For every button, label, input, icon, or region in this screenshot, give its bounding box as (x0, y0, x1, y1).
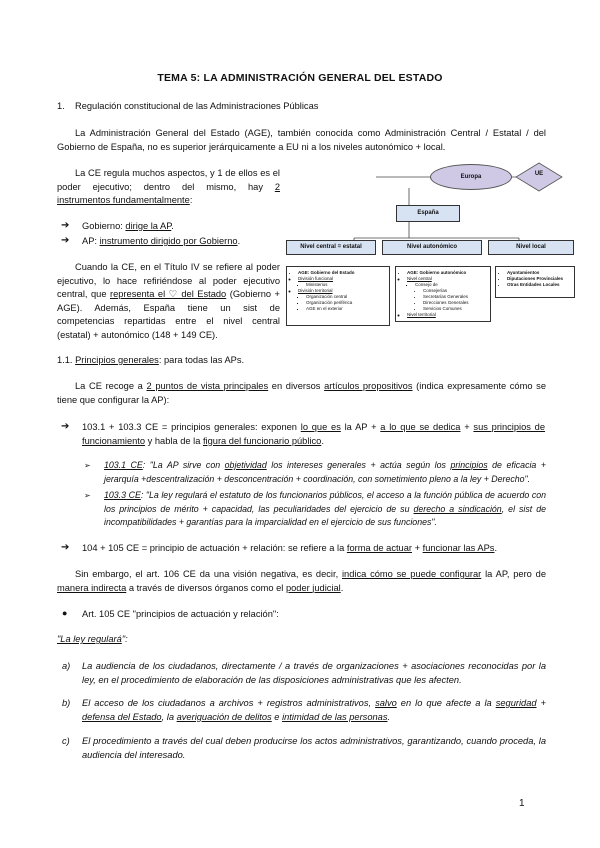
titulo-iv-paragraph: Cuando la CE, en el Título IV se refiere al poder ejecutivo, lo hace refiriéndose al poder ejecutivo central, que representa el ♡ del Estado (Gobierno + AGE). Además, España tiene un sist de competencias repartidas entre el nivel central (estatal) + autonómico (148 + 149 CE). (57, 262, 280, 340)
item-a-text: La audiencia de los ciudadanos, directamente / a través de organizaciones + asociaciones reconocidas por la ley, en el procedimiento de elaboración de las disposiciones administrativas que les afecten. (82, 661, 546, 685)
item-b-letter: b) (62, 698, 71, 708)
arrow-icon: ➔ (61, 235, 70, 246)
subsection-1-1: 1.1. Principios generales: para todas las APs. (57, 355, 245, 365)
recoge-paragraph: La CE recoge a 2 puntos de vista principales en diversos artículos propositivos (indica expresamente cómo se tiene que configurar la AP): (57, 381, 546, 405)
section-1-number: 1. (57, 101, 65, 111)
ley-regulara-label: "La ley regulará": (57, 634, 128, 644)
ce-paragraph: La CE regula muchos aspectos, y 1 de ellos es el poder ejecutivo; dentro del mismo, hay 2 instrumentos fundamentalmente: (57, 168, 280, 205)
art-104-bullet: 104 + 105 CE = principio de actuación + relación: se refiere a la forma de actuar + funcionar las APs. (82, 543, 498, 553)
arrow-icon: ➔ (61, 421, 70, 432)
central-detail-box: • AGE: Gobierno del Estado ◦ División funcional ▪ Ministerios ◦ División territorial ▪ Organización central ▪ Organización periférica ▪ AGE en el exterior (286, 266, 390, 326)
bullet-icon: ● (62, 608, 68, 618)
espana-node: España (396, 205, 460, 222)
intro-paragraph: La Administración General del Estado (AGE), también conocida como Administración Central / Estatal / del Gobierno de España, no es superior jerárquicamente a EU ni a los niveles autonómico + local. (57, 128, 546, 152)
arrow-icon: ➔ (61, 542, 70, 553)
item-c-text: El procedimiento a través del cual deben producirse los actos administrativos, garantizando, cuando proceda, la audiencia del interesado. (82, 736, 546, 760)
item-c-letter: c) (62, 736, 70, 746)
page-title: TEMA 5: LA ADMINISTRACIÓN GENERAL DEL ESTADO (157, 72, 443, 84)
art-105-heading: Art. 105 CE "principios de actuación y relación": (82, 609, 279, 619)
sin-embargo-paragraph: Sin embargo, el art. 106 CE da una visión negativa, es decir, indica cómo se puede configurar la AP, pero de manera indirecta a través de diversos órganos como el poder judicial. (57, 569, 546, 593)
quote-103-1: 103.1 CE: "La AP sirve con objetividad los intereses generales + actúa según los principios de eficacia + jerarquía +descentralización + desconcentración + coordinación, con sometimiento pleno a la ley + Derecho". (104, 460, 546, 484)
quote-103-3: 103.3 CE: "La ley regulará el estatuto de los funcionarios públicos, el acceso a la función pública de acuerdo con los principios de mérito + capacidad, las peculiaridades del ejercicio de su derecho a sindicación, el sist de incompatibilidades + garantías para la imparcialidad en el ejercicio de sus funciones". (104, 490, 547, 527)
item-a-letter: a) (62, 661, 71, 671)
instrument-gobierno: Gobierno: dirige la AP. (82, 221, 174, 231)
nivel-local-header: Nivel local (488, 240, 574, 255)
ue-node: UE (534, 171, 544, 177)
triangle-bullet-icon: ➢ (84, 461, 91, 470)
instruments-link: 2 instrumentos fundamentalmente (57, 181, 280, 205)
local-detail-box: • Ayuntamientos • Diputaciones Provinciales • Otras Entidades Locales (495, 266, 575, 298)
art-103-bullet: 103.1 + 103.3 CE = principios generales: exponen lo que es la AP + a lo que se dedica + sus principios de funcionamiento y habla de la figura del funcionario público. (82, 422, 546, 446)
europa-node: Europa (430, 164, 512, 190)
nivel-autonomico-header: Nivel autonómico (382, 240, 482, 255)
item-b-text: El acceso de los ciudadanos a archivos + registros administrativos, salvo en lo que afecte a la seguridad + defensa del Estado, la averiguación de delitos e intimidad de las personas. (82, 698, 546, 722)
triangle-bullet-icon: ➢ (84, 491, 91, 500)
arrow-icon: ➔ (61, 220, 70, 231)
instrument-ap: AP: instrumento dirigido por Gobierno. (82, 236, 241, 246)
autonomico-detail-box: • AGE: Gobierno autonómico ◦ Nivel central ▪ Consejo de • Consejerías • Secretarías Generales • Direcciones Generales • Servicios Comunes ◦ Nivel territorial (395, 266, 491, 322)
page-number: 1 (519, 798, 525, 809)
section-1-heading: Regulación constitucional de las Administraciones Públicas (75, 101, 319, 111)
nivel-central-header: Nivel central = estatal (286, 240, 376, 255)
organization-diagram (284, 160, 584, 335)
